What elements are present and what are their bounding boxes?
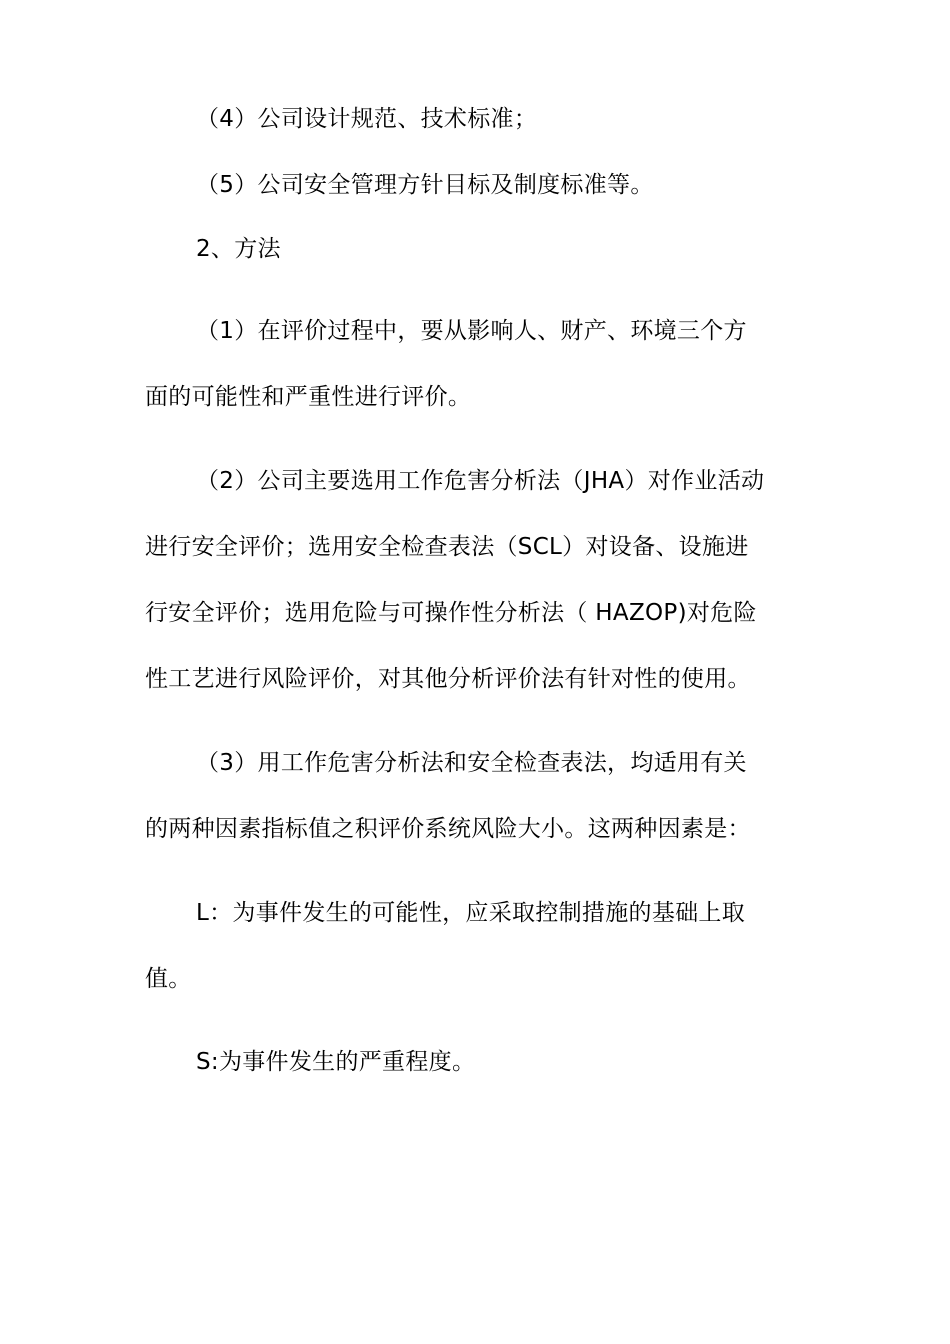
paragraph-2-line-1: （2）公司主要选用工作危害分析法（JHA）对作业活动 [196,468,765,494]
factor-l-line-2: 值。 [145,966,192,992]
paragraph-1-line-2: 面的可能性和严重性进行评价。 [145,384,472,410]
factor-l-line-1: L：为事件发生的可能性，应采取控制措施的基础上取 [196,900,746,926]
paragraph-3-line-2: 的两种因素指标值之积评价系统风险大小。这两种因素是： [145,816,751,842]
list-item-4: （4）公司设计规范、技术标准； [196,106,538,132]
paragraph-1-line-1: （1）在评价过程中，要从影响人、财产、环境三个方 [196,318,747,344]
paragraph-2-line-3: 行安全评价；选用危险与可操作性分析法（ HAZOP)对危险 [145,600,757,626]
paragraph-2-line-2: 进行安全评价；选用安全检查表法（SCL）对设备、设施进 [145,534,749,560]
paragraph-3-line-1: （3）用工作危害分析法和安全检查表法，均适用有关 [196,750,747,776]
factor-s-line: S:为事件发生的严重程度。 [196,1049,476,1075]
paragraph-2-line-4: 性工艺进行风险评价，对其他分析评价法有针对性的使用。 [145,666,751,692]
section-heading-method: 2、方法 [196,236,281,262]
list-item-5: （5）公司安全管理方针目标及制度标准等。 [196,172,654,198]
